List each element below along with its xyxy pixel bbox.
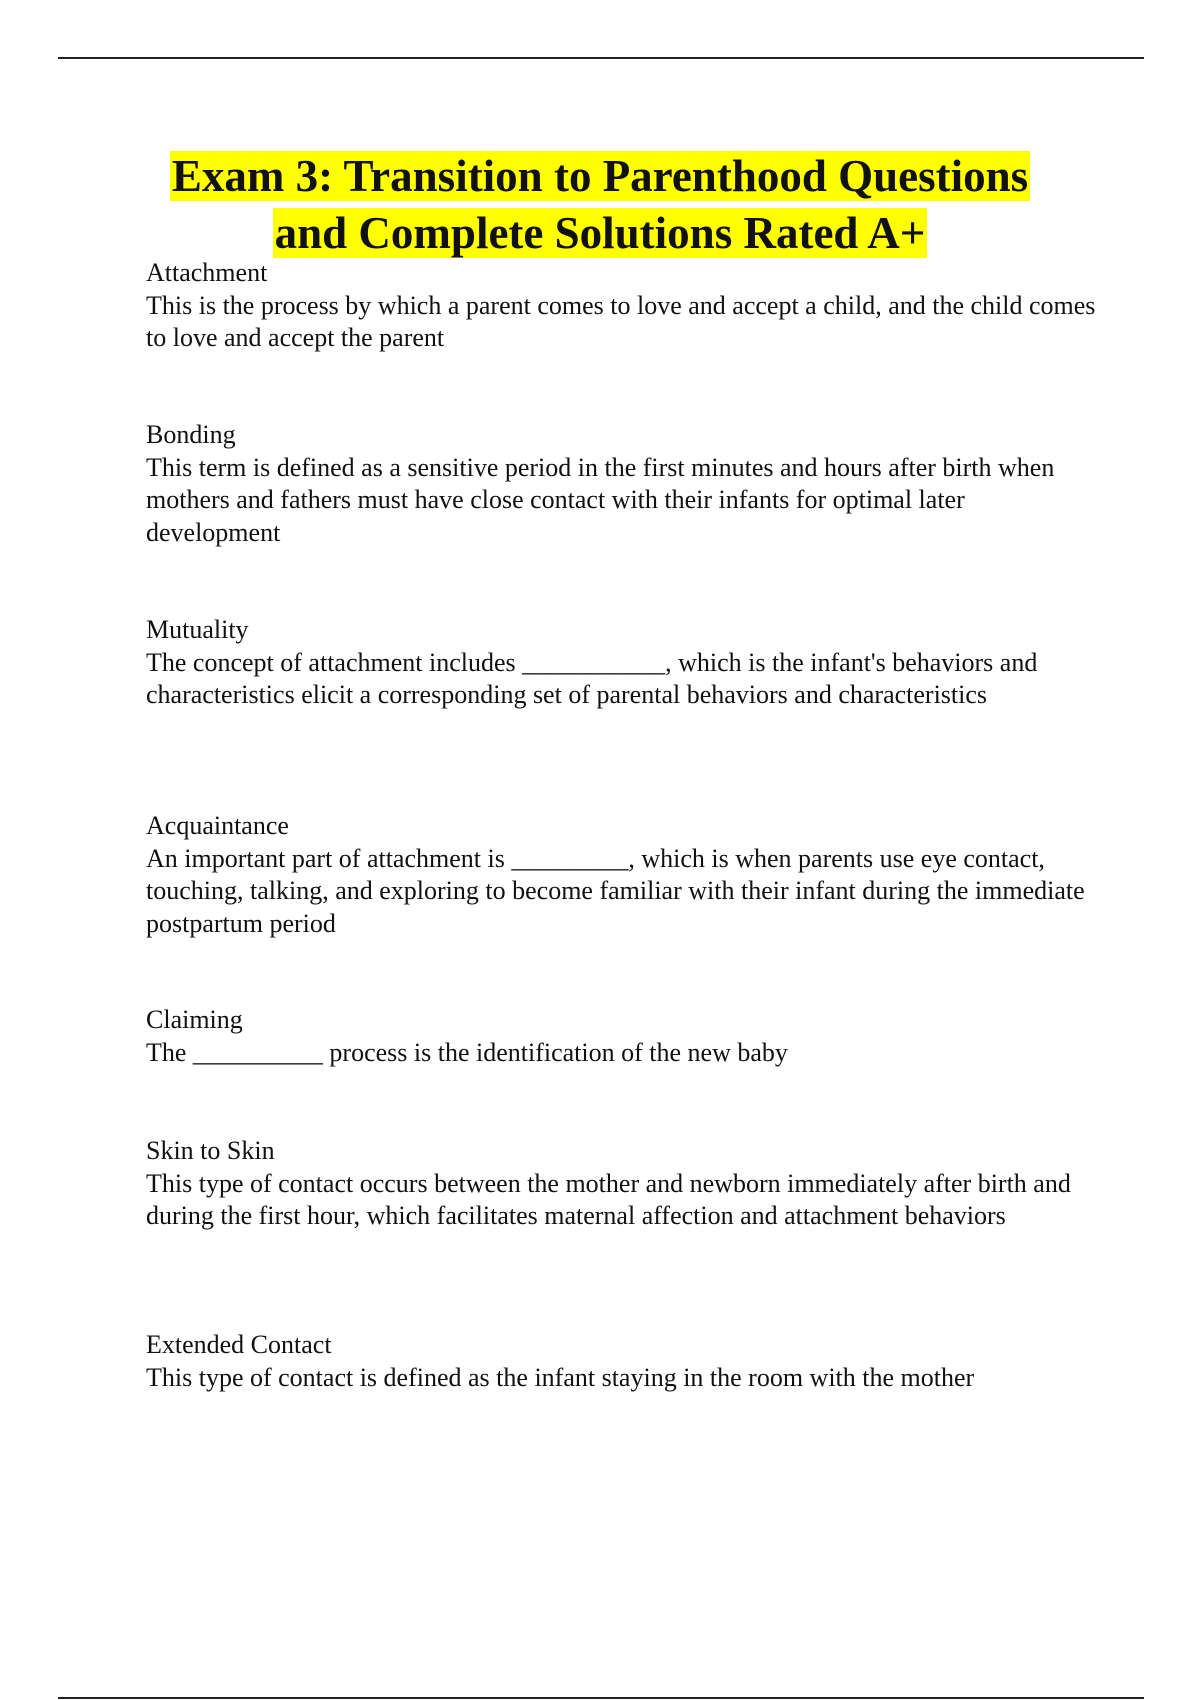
entry-definition: The concept of attachment includes ___________, which is the infant's behaviors and characteristics elicit a corresponding set of parental behaviors and characteristics bbox=[146, 647, 1038, 709]
top-divider bbox=[58, 57, 1144, 59]
entry-definition: An important part of attachment is _________, which is when parents use eye contact, touching, talking, and exploring to become familiar with their infant during the immediate postpartum period bbox=[146, 843, 1085, 938]
qa-entry-attachment bbox=[146, 257, 1096, 355]
qa-entry-bonding bbox=[146, 419, 1096, 549]
qa-entry-acquaintance bbox=[146, 810, 1096, 940]
bottom-divider bbox=[58, 1697, 1144, 1699]
entry-term: Attachment bbox=[146, 258, 268, 287]
entry-term: Bonding bbox=[146, 420, 236, 449]
entry-definition: This type of contact occurs between the mother and newborn immediately after birth and during the first hour, which facilitates maternal affection and attachment behaviors bbox=[146, 1168, 1071, 1230]
page-title bbox=[120, 148, 1080, 262]
entry-term: Acquaintance bbox=[146, 811, 289, 840]
entry-definition: The __________ process is the identification of the new baby bbox=[146, 1037, 788, 1067]
qa-entry-claiming bbox=[146, 1004, 1096, 1069]
entry-term: Claiming bbox=[146, 1005, 243, 1034]
qa-entry-skin-to-skin bbox=[146, 1135, 1096, 1233]
title-line-1: Exam 3: Transition to Parenthood Questions bbox=[171, 151, 1029, 201]
qa-entry-extended-contact bbox=[146, 1329, 1096, 1394]
entry-term: Skin to Skin bbox=[146, 1136, 275, 1165]
entry-definition: This is the process by which a parent comes to love and accept a child, and the child comes to love and accept the parent bbox=[146, 290, 1096, 352]
entry-term: Extended Contact bbox=[146, 1330, 332, 1359]
entry-definition: This term is defined as a sensitive period in the first minutes and hours after birth when mothers and fathers must have close contact with their infants for optimal later development bbox=[146, 452, 1055, 547]
title-line-2: and Complete Solutions Rated A+ bbox=[274, 208, 926, 258]
entry-term: Mutuality bbox=[146, 615, 249, 644]
entry-definition: This type of contact is defined as the infant staying in the room with the mother bbox=[146, 1362, 975, 1392]
qa-entry-mutuality bbox=[146, 614, 1096, 712]
